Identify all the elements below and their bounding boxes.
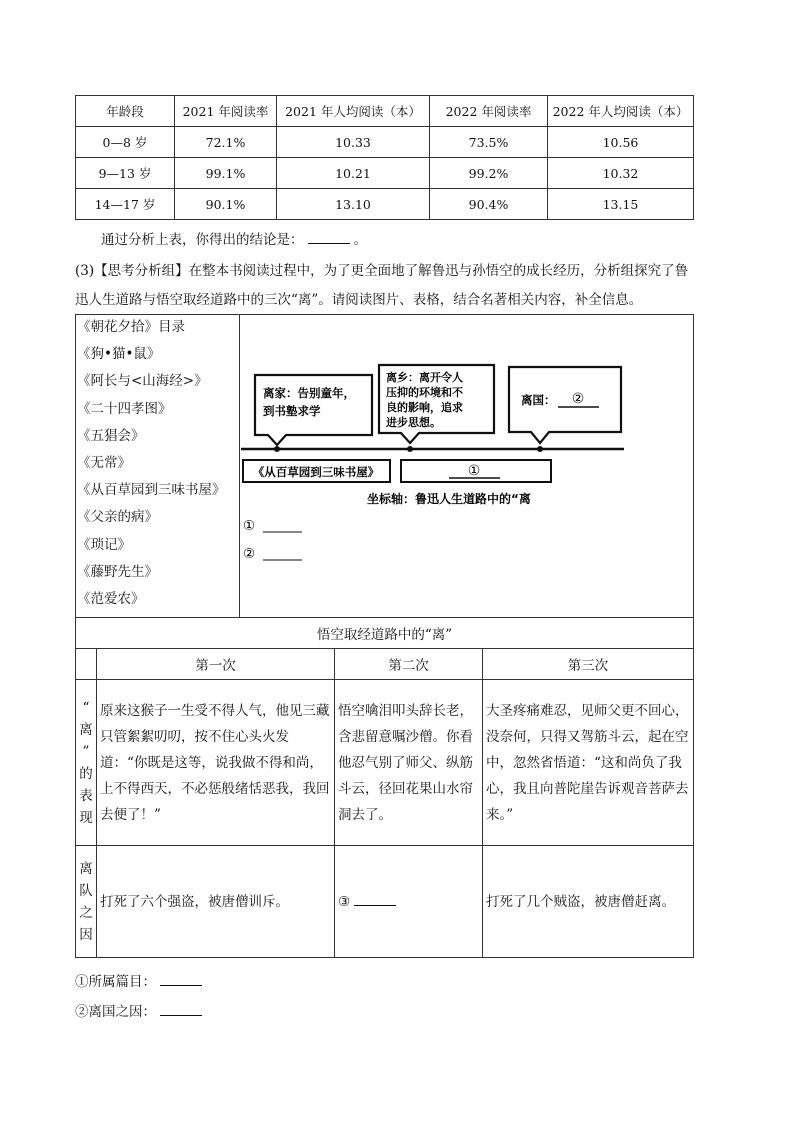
conclusion-end: 。 [353,232,367,248]
table-cell: 90.4% [430,189,548,220]
header-cell: 年龄段 [76,96,175,127]
label-char: ” [82,743,90,760]
bubble1-line2: 到书塾求学 [263,404,321,418]
answer1-label: ①所属篇目： [75,974,156,990]
conclusion-line [101,228,367,248]
table-cell: 14—17 岁 [76,189,175,220]
table-cell: 90.1% [175,189,277,220]
toc-item: 《藤野先生》 [77,563,158,580]
toc-item: 《父亲的病》 [77,509,158,526]
axis-dot [537,446,543,452]
conclusion-prompt: 通过分析上表，你得出的结论是： [101,232,304,248]
label-char: 离 [79,721,93,738]
answer-line-1 [75,970,206,990]
label-char: 表 [79,787,93,804]
table-cell: 99.2% [430,158,548,189]
axis-caption: 坐标轴：鲁迅人生道路中的“离 [367,492,531,506]
label-char: 队 [79,882,93,899]
wukong-column-row [76,649,694,680]
reason-blank[interactable] [354,893,396,906]
question3-line1: (3)【思考分析组】在整本书阅读过程中，为了更全面地了解鲁迅与孙悟空的成长经历，分析组探究了鲁 [75,263,689,279]
toc-column [76,315,240,617]
wukong-row-reason [76,846,694,958]
question3-line2: 迅人生道路与悟空取经道路中的三次“离”。请阅读图片、表格，结合名著相关内容，补全信息。 [75,292,643,308]
toc-item: 《阿长与<山海经>》 [77,373,208,390]
table-cell: 73.5% [430,127,548,158]
table-cell: 0—8 岁 [76,127,175,158]
luxun-info-table [75,314,694,618]
answer2-label: ②离国之因： [75,1004,156,1020]
row-label-behavior [76,680,97,846]
reason-cell-1: 打死了六个强盗，被唐僧训斥。 [97,846,335,958]
table-cell: 10.33 [277,127,430,158]
book-label: 《从百草园到三味书屋》 [252,465,380,479]
toc-item: 《二十四孝图》 [77,400,172,417]
row-label-reason [76,846,97,958]
answer-line-2 [75,1000,206,1020]
column-header: 第一次 [97,649,335,680]
bubble2-line3: 良的影响，追求 [386,401,463,414]
column-header: 第二次 [335,649,483,680]
table-header-row [76,96,694,127]
bubble1-line1: 离家：告别童年， [263,386,355,400]
table-cell: 13.10 [277,189,430,220]
label-char: 离 [79,860,93,877]
table-row [76,127,694,158]
behavior-cell-1: 原来这猴子一生受不得人气，他见三藏只管絮絮叨叨，按不住心头火发道：“你既是这等，说我做不得和尚，上不得西天，不必惩般绪恬恶我，我回去便了！” [97,680,335,846]
toc-item: 《琐记》 [77,536,131,553]
table-cell: 10.21 [277,158,430,189]
wukong-row-behavior [76,680,694,846]
toc-item: 《范爱农》 [77,590,145,607]
table-cell: 10.32 [548,158,694,189]
toc-title: 《朝花夕拾》目录 [77,319,185,335]
label-char: 的 [79,765,93,782]
reading-stats-table [75,95,694,220]
empty-corner-cell [76,649,97,680]
label-char: 现 [79,809,93,826]
answer2-blank[interactable] [160,1003,202,1016]
behavior-cell-2: 悟空噙泪叩头辞长老，含悲留意嘱沙僧。你看他忍气别了师父、纵筋斗云，径回花果山水帘洞去了。 [335,680,483,846]
table-row [76,158,694,189]
reason-blank-label: ③ [338,893,351,910]
reason-cell-3: 打死了几个贼盗，被唐僧赶离。 [483,846,694,958]
timeline-diagram [241,315,693,617]
header-cell: 2021 年人均阅读（本） [277,96,430,127]
toc-item: 《五猖会》 [77,427,145,444]
toc-item: 《狗•猫•鼠》 [77,346,161,363]
behavior-cell-3: 大圣疼痛难忍，见师父更不回心，没奈何，只得又驾筋斗云，起在空中，忽然省悟道：“这和尚负了我心，我且向普陀崖告诉观音菩萨去来。” [483,680,694,846]
table-cell: 10.56 [548,127,694,158]
bubble3-mark: ② [571,391,585,407]
reason-cell-2 [335,846,483,958]
axis-dot [274,446,280,452]
header-cell: 2022 年阅读率 [430,96,548,127]
label-char: “ [82,699,90,716]
wukong-title-row [76,618,694,649]
axis-dot [407,446,413,452]
label-char: 因 [79,926,93,943]
bubble2-line4: 进步思想。 [386,416,441,429]
table-cell: 72.1% [175,127,277,158]
column-header: 第三次 [483,649,694,680]
table-cell: 13.15 [548,189,694,220]
label-char: 之 [79,904,93,921]
toc-item: 《从百草园到三味书屋》 [77,482,226,499]
toc-item: 《无常》 [77,454,131,471]
header-cell: 2021 年阅读率 [175,96,277,127]
table-row [76,189,694,220]
answer1-blank[interactable] [160,973,202,986]
bubble2-line1: 离乡：离开令人 [386,371,463,384]
header-cell: 2022 年人均阅读（本） [548,96,694,127]
blank-box-mark: ① [467,463,481,479]
bubble2-line2: 压抑的环境和不 [386,386,463,399]
timeline-svg [241,315,693,617]
diagram-blank1-label: ① [243,518,256,534]
conclusion-blank[interactable] [308,231,350,244]
bubble3-label: 离国： [521,393,556,407]
table-cell: 99.1% [175,158,277,189]
table-cell: 9—13 岁 [76,158,175,189]
wukong-table [75,617,694,958]
wukong-title: 悟空取经道路中的“离” [76,618,694,649]
diagram-blank2-label: ② [243,546,256,562]
